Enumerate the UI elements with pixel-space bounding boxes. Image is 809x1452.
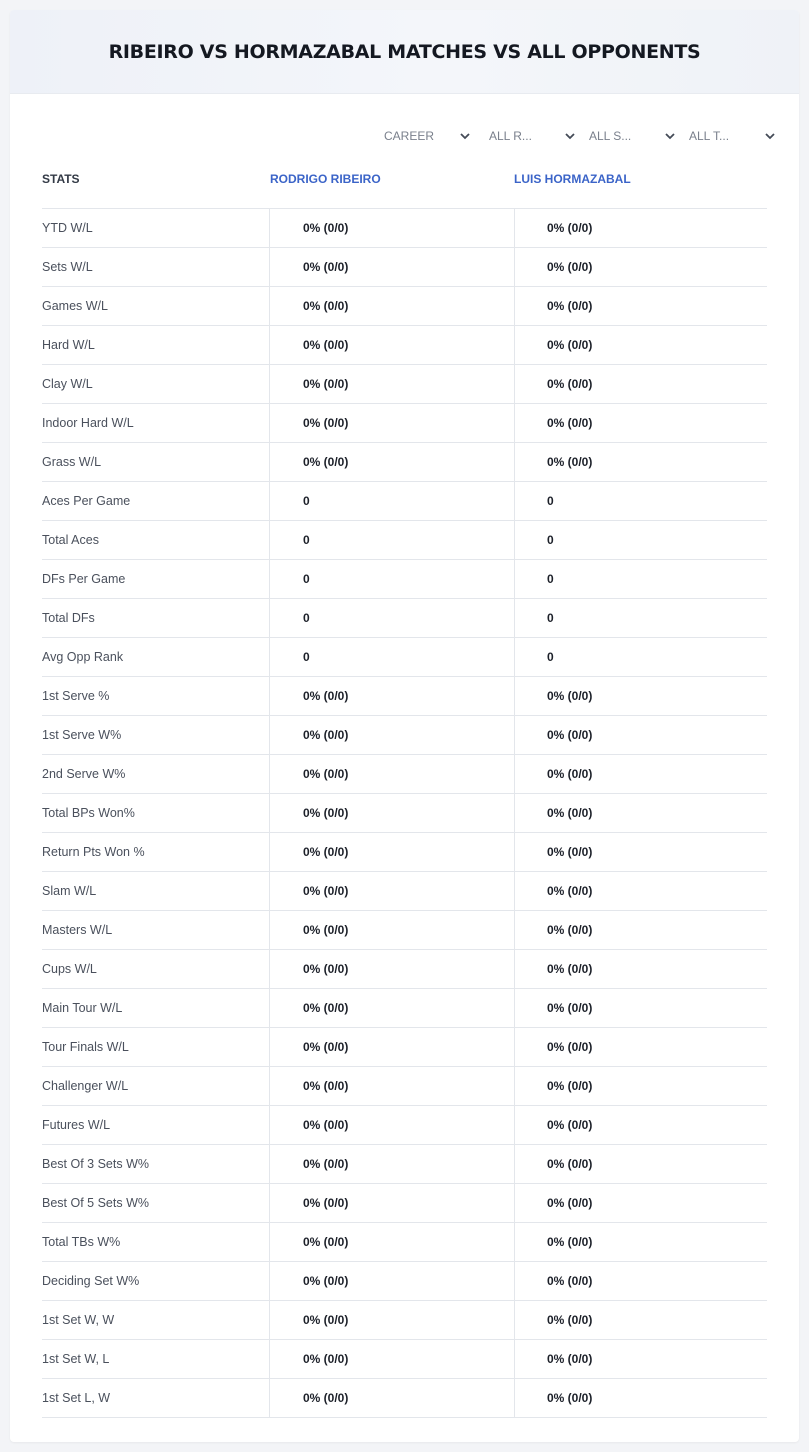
player2-value: 0% (0/0)	[514, 677, 767, 715]
filter-label: ALL R...	[489, 129, 532, 143]
stat-label: Main Tour W/L	[42, 1001, 123, 1015]
player2-value: 0% (0/0)	[514, 1379, 767, 1417]
player2-value: 0	[514, 599, 767, 637]
stats-table	[42, 208, 767, 1418]
stat-label: Challenger W/L	[42, 1079, 129, 1093]
player1-value: 0% (0/0)	[269, 1223, 514, 1261]
player1-value: 0% (0/0)	[269, 1301, 514, 1339]
player1-value: 0	[269, 599, 514, 637]
player2-value: 0% (0/0)	[514, 872, 767, 910]
filter-label: ALL T...	[689, 129, 730, 143]
player1-value: 0% (0/0)	[269, 365, 514, 403]
stats-card	[10, 10, 799, 1442]
table-row	[42, 443, 767, 482]
player2-value: 0% (0/0)	[514, 833, 767, 871]
filter-label: CAREER	[384, 129, 435, 143]
table-row	[42, 638, 767, 677]
stat-label: Best Of 5 Sets W%	[42, 1196, 149, 1210]
player1-value: 0% (0/0)	[269, 989, 514, 1027]
stats-column-header: STATS	[42, 172, 80, 186]
table-row	[42, 1340, 767, 1379]
stat-label: Total Aces	[42, 533, 99, 547]
player2-value: 0% (0/0)	[514, 404, 767, 442]
stat-label: Deciding Set W%	[42, 1274, 140, 1288]
filter-bar	[382, 126, 772, 146]
chevron-down-icon	[565, 132, 575, 140]
card-header	[10, 10, 799, 94]
player1-value: 0% (0/0)	[269, 677, 514, 715]
player1-value: 0% (0/0)	[269, 287, 514, 325]
chevron-down-icon	[460, 132, 470, 140]
table-row	[42, 755, 767, 794]
player1-value: 0% (0/0)	[269, 209, 514, 247]
stat-label: DFs Per Game	[42, 572, 126, 586]
filter-label: ALL S...	[589, 129, 632, 143]
table-row	[42, 560, 767, 599]
player2-value: 0% (0/0)	[514, 287, 767, 325]
table-row	[42, 248, 767, 287]
table-row	[42, 989, 767, 1028]
player1-value: 0% (0/0)	[269, 1067, 514, 1105]
stat-label: Total TBs W%	[42, 1235, 121, 1249]
player1-value: 0% (0/0)	[269, 1184, 514, 1222]
table-row	[42, 365, 767, 404]
player2-value: 0% (0/0)	[514, 1301, 767, 1339]
stat-label: Total BPs Won%	[42, 806, 135, 820]
player1-value: 0% (0/0)	[269, 833, 514, 871]
table-row	[42, 872, 767, 911]
player1-value: 0	[269, 638, 514, 676]
player1-value: 0% (0/0)	[269, 404, 514, 442]
player1-value: 0% (0/0)	[269, 443, 514, 481]
player2-value: 0% (0/0)	[514, 1067, 767, 1105]
stat-label: Total DFs	[42, 611, 95, 625]
player2-value: 0	[514, 638, 767, 676]
player2-value: 0% (0/0)	[514, 1028, 767, 1066]
player1-value: 0% (0/0)	[269, 1028, 514, 1066]
page-title: RIBEIRO VS HORMAZABAL MATCHES VS ALL OPPONENTS	[108, 40, 701, 63]
player1-value: 0% (0/0)	[269, 950, 514, 988]
stat-label: Hard W/L	[42, 338, 95, 352]
filter-surfaces-select[interactable]	[587, 126, 675, 146]
stat-label: Grass W/L	[42, 455, 102, 469]
table-row	[42, 404, 767, 443]
player1-link[interactable]: RODRIGO RIBEIRO	[270, 172, 381, 186]
table-row	[42, 1379, 767, 1418]
table-row	[42, 1184, 767, 1223]
stat-label: 1st Set W, L	[42, 1352, 110, 1366]
player2-value: 0% (0/0)	[514, 1184, 767, 1222]
filter-rounds-select[interactable]	[487, 126, 575, 146]
player2-value: 0	[514, 560, 767, 598]
player2-value: 0% (0/0)	[514, 1145, 767, 1183]
player1-value: 0% (0/0)	[269, 248, 514, 286]
table-row	[42, 911, 767, 950]
stat-label: 2nd Serve W%	[42, 767, 126, 781]
stat-label: Avg Opp Rank	[42, 650, 124, 664]
table-row	[42, 482, 767, 521]
stat-label: 1st Set L, W	[42, 1391, 111, 1405]
player1-value: 0% (0/0)	[269, 911, 514, 949]
player2-value: 0% (0/0)	[514, 365, 767, 403]
player1-value: 0	[269, 482, 514, 520]
player2-value: 0% (0/0)	[514, 1340, 767, 1378]
filter-tournaments-select[interactable]	[687, 126, 775, 146]
player2-value: 0% (0/0)	[514, 1262, 767, 1300]
player1-value: 0	[269, 521, 514, 559]
player2-value: 0	[514, 521, 767, 559]
player1-value: 0% (0/0)	[269, 1379, 514, 1417]
player1-value: 0% (0/0)	[269, 755, 514, 793]
player1-value: 0% (0/0)	[269, 1145, 514, 1183]
stat-label: 1st Serve W%	[42, 728, 122, 742]
stat-label: Tour Finals W/L	[42, 1040, 129, 1054]
stat-label: Games W/L	[42, 299, 108, 313]
player2-value: 0% (0/0)	[514, 950, 767, 988]
chevron-down-icon	[765, 132, 775, 140]
player1-value: 0	[269, 560, 514, 598]
player2-value: 0	[514, 482, 767, 520]
table-row	[42, 326, 767, 365]
table-row	[42, 677, 767, 716]
table-row	[42, 1145, 767, 1184]
player1-value: 0% (0/0)	[269, 1262, 514, 1300]
table-row	[42, 1067, 767, 1106]
player2-value: 0% (0/0)	[514, 989, 767, 1027]
player1-value: 0% (0/0)	[269, 872, 514, 910]
filter-career-select[interactable]	[382, 126, 470, 146]
player1-value: 0% (0/0)	[269, 716, 514, 754]
stat-label: Sets W/L	[42, 260, 93, 274]
table-row	[42, 1028, 767, 1067]
player1-value: 0% (0/0)	[269, 1340, 514, 1378]
stat-label: Cups W/L	[42, 962, 97, 976]
table-row	[42, 599, 767, 638]
player2-value: 0% (0/0)	[514, 755, 767, 793]
table-row	[42, 716, 767, 755]
player2-value: 0% (0/0)	[514, 248, 767, 286]
table-row	[42, 794, 767, 833]
stat-label: Best Of 3 Sets W%	[42, 1157, 149, 1171]
player1-value: 0% (0/0)	[269, 326, 514, 364]
player2-value: 0% (0/0)	[514, 1106, 767, 1144]
player2-link[interactable]: LUIS HORMAZABAL	[514, 172, 631, 186]
table-row	[42, 950, 767, 989]
stat-label: Return Pts Won %	[42, 845, 145, 859]
stat-label: Aces Per Game	[42, 494, 131, 508]
table-row	[42, 1262, 767, 1301]
table-row	[42, 833, 767, 872]
player2-value: 0% (0/0)	[514, 794, 767, 832]
stat-label: 1st Serve %	[42, 689, 110, 703]
stat-label: YTD W/L	[42, 221, 93, 235]
table-row	[42, 1106, 767, 1145]
stat-label: Clay W/L	[42, 377, 93, 391]
chevron-down-icon	[665, 132, 675, 140]
table-row	[42, 209, 767, 248]
player2-value: 0% (0/0)	[514, 716, 767, 754]
table-row	[42, 1223, 767, 1262]
stat-label: Indoor Hard W/L	[42, 416, 134, 430]
player2-value: 0% (0/0)	[514, 443, 767, 481]
player2-value: 0% (0/0)	[514, 326, 767, 364]
stat-label: Futures W/L	[42, 1118, 111, 1132]
player2-value: 0% (0/0)	[514, 209, 767, 247]
player1-value: 0% (0/0)	[269, 1106, 514, 1144]
table-row	[42, 1301, 767, 1340]
stat-label: Slam W/L	[42, 884, 97, 898]
stat-label: Masters W/L	[42, 923, 113, 937]
player2-value: 0% (0/0)	[514, 1223, 767, 1261]
player2-value: 0% (0/0)	[514, 911, 767, 949]
table-row	[42, 287, 767, 326]
stat-label: 1st Set W, W	[42, 1313, 115, 1327]
table-row	[42, 521, 767, 560]
player1-value: 0% (0/0)	[269, 794, 514, 832]
